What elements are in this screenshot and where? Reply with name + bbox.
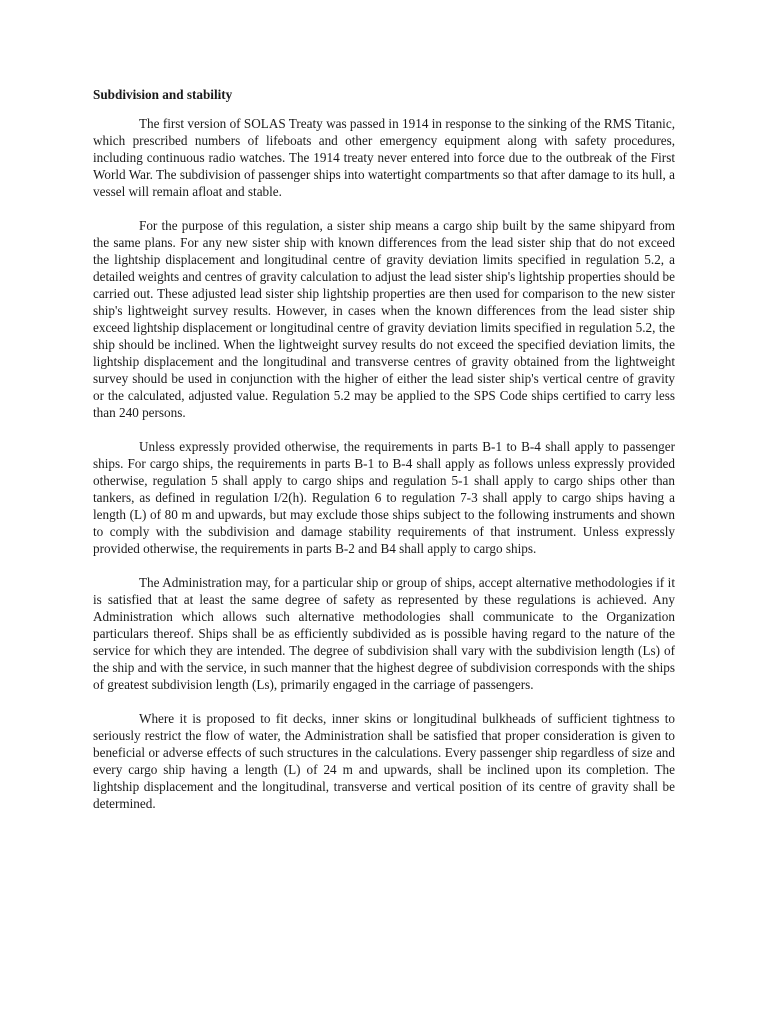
paragraph-decks-bulkheads: Where it is proposed to fit decks, inner skins or longitudinal bulkheads of sufficient tightness to seriously restrict the flow of water, the Administration shall be satisfied that proper consideration is given to beneficial or adverse effects of such structures in the calculations. Every passenger ship regardless of size and every cargo ship having a length (L) of 24 m and upwards, shall be inclined upon its completion. The lightship displacement and the longitudinal, transverse and vertical position of its centre of gravity shall be determined. bbox=[93, 711, 675, 811]
paragraph-administration: The Administration may, for a particular ship or group of ships, accept alternative methodologies if it is satisfied that at least the same degree of safety as represented by these regulations is achieved. Any Administration which allows such alternative methodologies shall communicate to the Organization particulars thereof. Ships shall be as efficiently subdivided as is possible having regard to the nature of the service for which they are intended. The degree of subdivision shall vary with the subdivision length (Ls) of the ship and with the service, in such manner that the highest degree of subdivision corresponds with the ships of greatest subdivision length (Ls), primarily engaged in the carriage of passengers. bbox=[93, 575, 675, 692]
document-page bbox=[93, 86, 675, 829]
section-heading: Subdivision and stability bbox=[93, 87, 233, 102]
paragraph-solas-history: The first version of SOLAS Treaty was passed in 1914 in response to the sinking of the RMS Titanic, which prescribed numbers of lifeboats and other emergency equipment along with safety procedures, including continuous radio watches. The 1914 treaty never entered into force due to the outbreak of the First World War. The subdivision of passenger ships into watertight compartments so that after damage to its hull, a vessel will remain afloat and stable. bbox=[93, 116, 675, 199]
paragraph-sister-ship: For the purpose of this regulation, a sister ship means a cargo ship built by the same shipyard from the same plans. For any new sister ship with known differences from the lead sister ship that do not exceed the lightship displacement and longitudinal centre of gravity deviation limits specified in regulation 5.2, a detailed weights and centres of gravity calculation to adjust the lead sister ship's lightship properties should be carried out. These adjusted lead sister ship lightship properties are then used for comparison to the new sister ship's lightweight survey results. However, in cases when the known differences from the lead sister ship exceed lightship displacement or longitudinal centre of gravity deviation limits specified in regulation 5.2, the ship should be inclined. When the lightweight survey results do not exceed the specified deviation limits, the lightship displacement and the longitudinal and transverse centres of gravity obtained from the lightweight survey should be used in conjunction with the higher of either the lead sister ship's vertical centre of gravity or the calculated, adjusted value. Regulation 5.2 may be applied to the SPS Code ships certified to carry less than 240 persons. bbox=[93, 218, 675, 420]
paragraph-applicability: Unless expressly provided otherwise, the requirements in parts B-1 to B-4 shall apply to passenger ships. For cargo ships, the requirements in parts B-1 to B-4 shall apply as follows unless expressly provided otherwise, regulation 5 shall apply to cargo ships and regulation 5-1 shall apply to cargo ships other than tankers, as defined in regulation I/2(h). Regulation 6 to regulation 7-3 shall apply to cargo ships having a length (L) of 80 m and upwards, but may exclude those ships subject to the following instruments and shown to comply with the subdivision and damage stability requirements of that instrument. Unless expressly provided otherwise, the requirements in parts B-2 and B4 shall apply to cargo ships. bbox=[93, 439, 675, 556]
